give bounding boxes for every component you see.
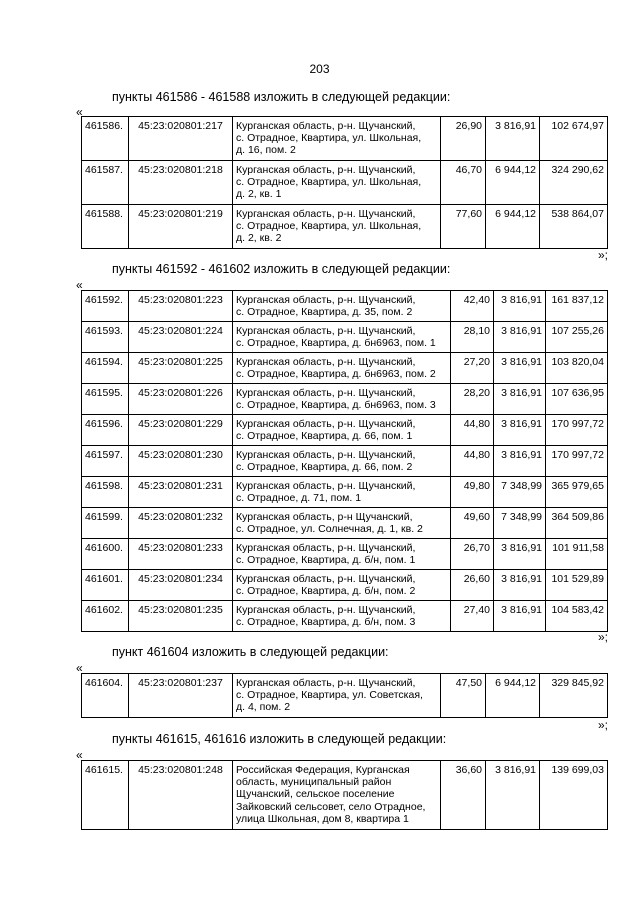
close-quote: »; bbox=[597, 630, 608, 644]
section-heading: пункты 461592 - 461602 изложить в следующей редакции: bbox=[112, 262, 451, 276]
address-cell bbox=[233, 161, 441, 205]
cadastral-number-cell: 45:23:020801:235 bbox=[129, 601, 233, 632]
row-number-cell: 461599. bbox=[82, 508, 129, 539]
cost-cell: 101 911,58 bbox=[546, 539, 608, 570]
open-quote: « bbox=[76, 278, 83, 292]
table-row bbox=[82, 353, 608, 384]
cost-cell: 538 864,07 bbox=[540, 205, 608, 249]
address-line: с. Отрадное, Квартира, ул. Школьная, bbox=[236, 220, 422, 233]
cost-cell: 329 845,92 bbox=[540, 674, 608, 718]
address-line: Щучанский, сельское поселение bbox=[236, 788, 395, 801]
address-cell bbox=[233, 446, 451, 477]
rate-cell: 3 816,91 bbox=[486, 117, 540, 161]
address-line: с. Отрадное, Квартира, д. 66, пом. 2 bbox=[236, 461, 413, 474]
row-number-cell: 461602. bbox=[82, 601, 129, 632]
cost-cell: 170 997,72 bbox=[546, 446, 608, 477]
area-cell: 77,60 bbox=[441, 205, 486, 249]
rate-cell: 3 816,91 bbox=[486, 761, 540, 830]
data-table bbox=[81, 760, 608, 830]
rate-cell: 6 944,12 bbox=[486, 674, 540, 718]
address-line: с. Отрадное, Квартира, д. бн6963, пом. 3 bbox=[236, 399, 436, 412]
address-line: с. Отрадное, Квартира, д. бн6963, пом. 1 bbox=[236, 337, 436, 350]
table-row bbox=[82, 205, 608, 249]
table-row bbox=[82, 674, 608, 718]
row-number-cell: 461596. bbox=[82, 415, 129, 446]
row-number-cell: 461615. bbox=[82, 761, 129, 830]
address-line: Курганская область, р-н. Щучанский, bbox=[236, 164, 416, 176]
address-line: Курганская область, р-н. Щучанский, bbox=[236, 480, 416, 492]
address-cell bbox=[233, 415, 451, 446]
area-cell: 26,90 bbox=[441, 117, 486, 161]
row-number-cell: 461597. bbox=[82, 446, 129, 477]
cadastral-number-cell: 45:23:020801:248 bbox=[129, 761, 233, 830]
close-quote: »; bbox=[597, 248, 608, 262]
row-number-cell: 461586. bbox=[82, 117, 129, 161]
area-cell: 27,20 bbox=[451, 353, 494, 384]
area-cell: 26,70 bbox=[451, 539, 494, 570]
area-cell: 26,60 bbox=[451, 570, 494, 601]
cadastral-number-cell: 45:23:020801:218 bbox=[129, 161, 233, 205]
cadastral-number-cell: 45:23:020801:231 bbox=[129, 477, 233, 508]
data-table bbox=[81, 290, 608, 632]
row-number-cell: 461587. bbox=[82, 161, 129, 205]
area-cell: 42,40 bbox=[451, 291, 494, 322]
cost-cell: 101 529,89 bbox=[546, 570, 608, 601]
rate-cell: 3 816,91 bbox=[494, 353, 546, 384]
address-line: д. 4, пом. 2 bbox=[236, 701, 291, 714]
cadastral-number-cell: 45:23:020801:224 bbox=[129, 322, 233, 353]
area-cell: 28,10 bbox=[451, 322, 494, 353]
cadastral-number-cell: 45:23:020801:219 bbox=[129, 205, 233, 249]
row-number-cell: 461598. bbox=[82, 477, 129, 508]
cadastral-number-cell: 45:23:020801:234 bbox=[129, 570, 233, 601]
cost-cell: 324 290,62 bbox=[540, 161, 608, 205]
open-quote: « bbox=[76, 661, 83, 675]
rate-cell: 7 348,99 bbox=[494, 477, 546, 508]
rate-cell: 3 816,91 bbox=[494, 291, 546, 322]
table-row bbox=[82, 570, 608, 601]
row-number-cell: 461600. bbox=[82, 539, 129, 570]
address-line: Курганская область, р-н Щучанский, bbox=[236, 511, 413, 523]
table-row bbox=[82, 508, 608, 539]
close-quote: »; bbox=[597, 718, 608, 732]
cadastral-number-cell: 45:23:020801:229 bbox=[129, 415, 233, 446]
address-line: Курганская область, р-н. Щучанский, bbox=[236, 604, 416, 616]
area-cell: 36,60 bbox=[441, 761, 486, 830]
page-number: 203 bbox=[309, 62, 330, 76]
area-cell: 46,70 bbox=[441, 161, 486, 205]
address-line: Курганская область, р-н. Щучанский, bbox=[236, 356, 416, 368]
area-cell: 49,80 bbox=[451, 477, 494, 508]
address-line: с. Отрадное, Квартира, д. б/н, пом. 2 bbox=[236, 585, 416, 598]
rate-cell: 3 816,91 bbox=[494, 322, 546, 353]
address-line: с. Отрадное, д. 71, пом. 1 bbox=[236, 492, 362, 505]
cost-cell: 364 509,86 bbox=[546, 508, 608, 539]
rate-cell: 3 816,91 bbox=[494, 446, 546, 477]
row-number-cell: 461592. bbox=[82, 291, 129, 322]
address-cell bbox=[233, 384, 451, 415]
rate-cell: 3 816,91 bbox=[494, 601, 546, 632]
address-line: Курганская область, р-н. Щучанский, bbox=[236, 677, 416, 689]
table-row bbox=[82, 446, 608, 477]
address-cell bbox=[233, 322, 451, 353]
cadastral-number-cell: 45:23:020801:223 bbox=[129, 291, 233, 322]
rate-cell: 6 944,12 bbox=[486, 161, 540, 205]
row-number-cell: 461601. bbox=[82, 570, 129, 601]
row-number-cell: 461593. bbox=[82, 322, 129, 353]
row-number-cell: 461604. bbox=[82, 674, 129, 718]
address-line: Курганская область, р-н. Щучанский, bbox=[236, 325, 416, 337]
cadastral-number-cell: 45:23:020801:225 bbox=[129, 353, 233, 384]
table-row bbox=[82, 761, 608, 830]
cost-cell: 170 997,72 bbox=[546, 415, 608, 446]
cost-cell: 139 699,03 bbox=[540, 761, 608, 830]
table-row bbox=[82, 161, 608, 205]
address-line: с. Отрадное, Квартира, д. 35, пом. 2 bbox=[236, 306, 413, 319]
table-row bbox=[82, 601, 608, 632]
table-row bbox=[82, 117, 608, 161]
address-cell bbox=[233, 508, 451, 539]
address-cell bbox=[233, 674, 441, 718]
address-line: с. Отрадное, Квартира, ул. Школьная, bbox=[236, 132, 422, 145]
address-cell bbox=[233, 477, 451, 508]
cadastral-number-cell: 45:23:020801:226 bbox=[129, 384, 233, 415]
address-line: Зайковский сельсовет, село Отрадное, bbox=[236, 800, 426, 813]
rate-cell: 6 944,12 bbox=[486, 205, 540, 249]
address-cell bbox=[233, 205, 441, 249]
cadastral-number-cell: 45:23:020801:232 bbox=[129, 508, 233, 539]
cost-cell: 103 820,04 bbox=[546, 353, 608, 384]
address-cell bbox=[233, 570, 451, 601]
section-heading: пункт 461604 изложить в следующей редакции: bbox=[112, 645, 389, 659]
address-line: с. Отрадное, Квартира, д. б/н, пом. 3 bbox=[236, 616, 416, 629]
address-cell bbox=[233, 601, 451, 632]
rate-cell: 7 348,99 bbox=[494, 508, 546, 539]
cadastral-number-cell: 45:23:020801:230 bbox=[129, 446, 233, 477]
cadastral-number-cell: 45:23:020801:233 bbox=[129, 539, 233, 570]
area-cell: 27,40 bbox=[451, 601, 494, 632]
cadastral-number-cell: 45:23:020801:237 bbox=[129, 674, 233, 718]
row-number-cell: 461594. bbox=[82, 353, 129, 384]
address-line: область, муниципальный район bbox=[236, 776, 392, 789]
area-cell: 47,50 bbox=[441, 674, 486, 718]
section-heading: пункты 461586 - 461588 изложить в следующей редакции: bbox=[112, 90, 451, 104]
address-cell bbox=[233, 539, 451, 570]
address-cell bbox=[233, 117, 441, 161]
row-number-cell: 461588. bbox=[82, 205, 129, 249]
address-line: с. Отрадное, ул. Солнечная, д. 1, кв. 2 bbox=[236, 523, 423, 536]
address-line: Курганская область, р-н. Щучанский, bbox=[236, 294, 416, 306]
address-cell bbox=[233, 353, 451, 384]
data-table bbox=[81, 673, 608, 718]
area-cell: 28,20 bbox=[451, 384, 494, 415]
address-line: Курганская область, р-н. Щучанский, bbox=[236, 208, 416, 220]
table-row bbox=[82, 322, 608, 353]
table-row bbox=[82, 539, 608, 570]
address-line: Курганская область, р-н. Щучанский, bbox=[236, 120, 416, 132]
address-line: с. Отрадное, Квартира, д. бн6963, пом. 2 bbox=[236, 368, 436, 381]
address-line: д. 2, кв. 2 bbox=[236, 232, 282, 245]
table-row bbox=[82, 415, 608, 446]
address-line: Курганская область, р-н. Щучанский, bbox=[236, 418, 416, 430]
row-number-cell: 461595. bbox=[82, 384, 129, 415]
cost-cell: 161 837,12 bbox=[546, 291, 608, 322]
table-row bbox=[82, 384, 608, 415]
cost-cell: 102 674,97 bbox=[540, 117, 608, 161]
rate-cell: 3 816,91 bbox=[494, 384, 546, 415]
area-cell: 44,80 bbox=[451, 446, 494, 477]
rate-cell: 3 816,91 bbox=[494, 539, 546, 570]
address-line: улица Школьная, дом 8, квартира 1 bbox=[236, 812, 409, 825]
cost-cell: 365 979,65 bbox=[546, 477, 608, 508]
address-line: Курганская область, р-н. Щучанский, bbox=[236, 542, 416, 554]
area-cell: 44,80 bbox=[451, 415, 494, 446]
address-line: д. 16, пом. 2 bbox=[236, 144, 296, 157]
address-line: с. Отрадное, Квартира, ул. Советская, bbox=[236, 689, 423, 702]
address-cell bbox=[233, 291, 451, 322]
address-line: с. Отрадное, Квартира, д. б/н, пом. 1 bbox=[236, 554, 416, 567]
rate-cell: 3 816,91 bbox=[494, 570, 546, 601]
open-quote: « bbox=[76, 748, 83, 762]
open-quote: « bbox=[76, 105, 83, 119]
cost-cell: 107 636,95 bbox=[546, 384, 608, 415]
address-line: Российская Федерация, Курганская bbox=[236, 764, 410, 776]
rate-cell: 3 816,91 bbox=[494, 415, 546, 446]
area-cell: 49,60 bbox=[451, 508, 494, 539]
table-row bbox=[82, 477, 608, 508]
address-line: Курганская область, р-н. Щучанский, bbox=[236, 387, 416, 399]
address-line: с. Отрадное, Квартира, ул. Школьная, bbox=[236, 176, 422, 189]
table-row bbox=[82, 291, 608, 322]
cost-cell: 107 255,26 bbox=[546, 322, 608, 353]
address-line: с. Отрадное, Квартира, д. 66, пом. 1 bbox=[236, 430, 413, 443]
cadastral-number-cell: 45:23:020801:217 bbox=[129, 117, 233, 161]
address-cell bbox=[233, 761, 441, 830]
address-line: д. 2, кв. 1 bbox=[236, 188, 282, 201]
cost-cell: 104 583,42 bbox=[546, 601, 608, 632]
data-table bbox=[81, 116, 608, 249]
section-heading: пункты 461615, 461616 изложить в следующей редакции: bbox=[112, 732, 447, 746]
address-line: Курганская область, р-н. Щучанский, bbox=[236, 449, 416, 461]
address-line: Курганская область, р-н. Щучанский, bbox=[236, 573, 416, 585]
